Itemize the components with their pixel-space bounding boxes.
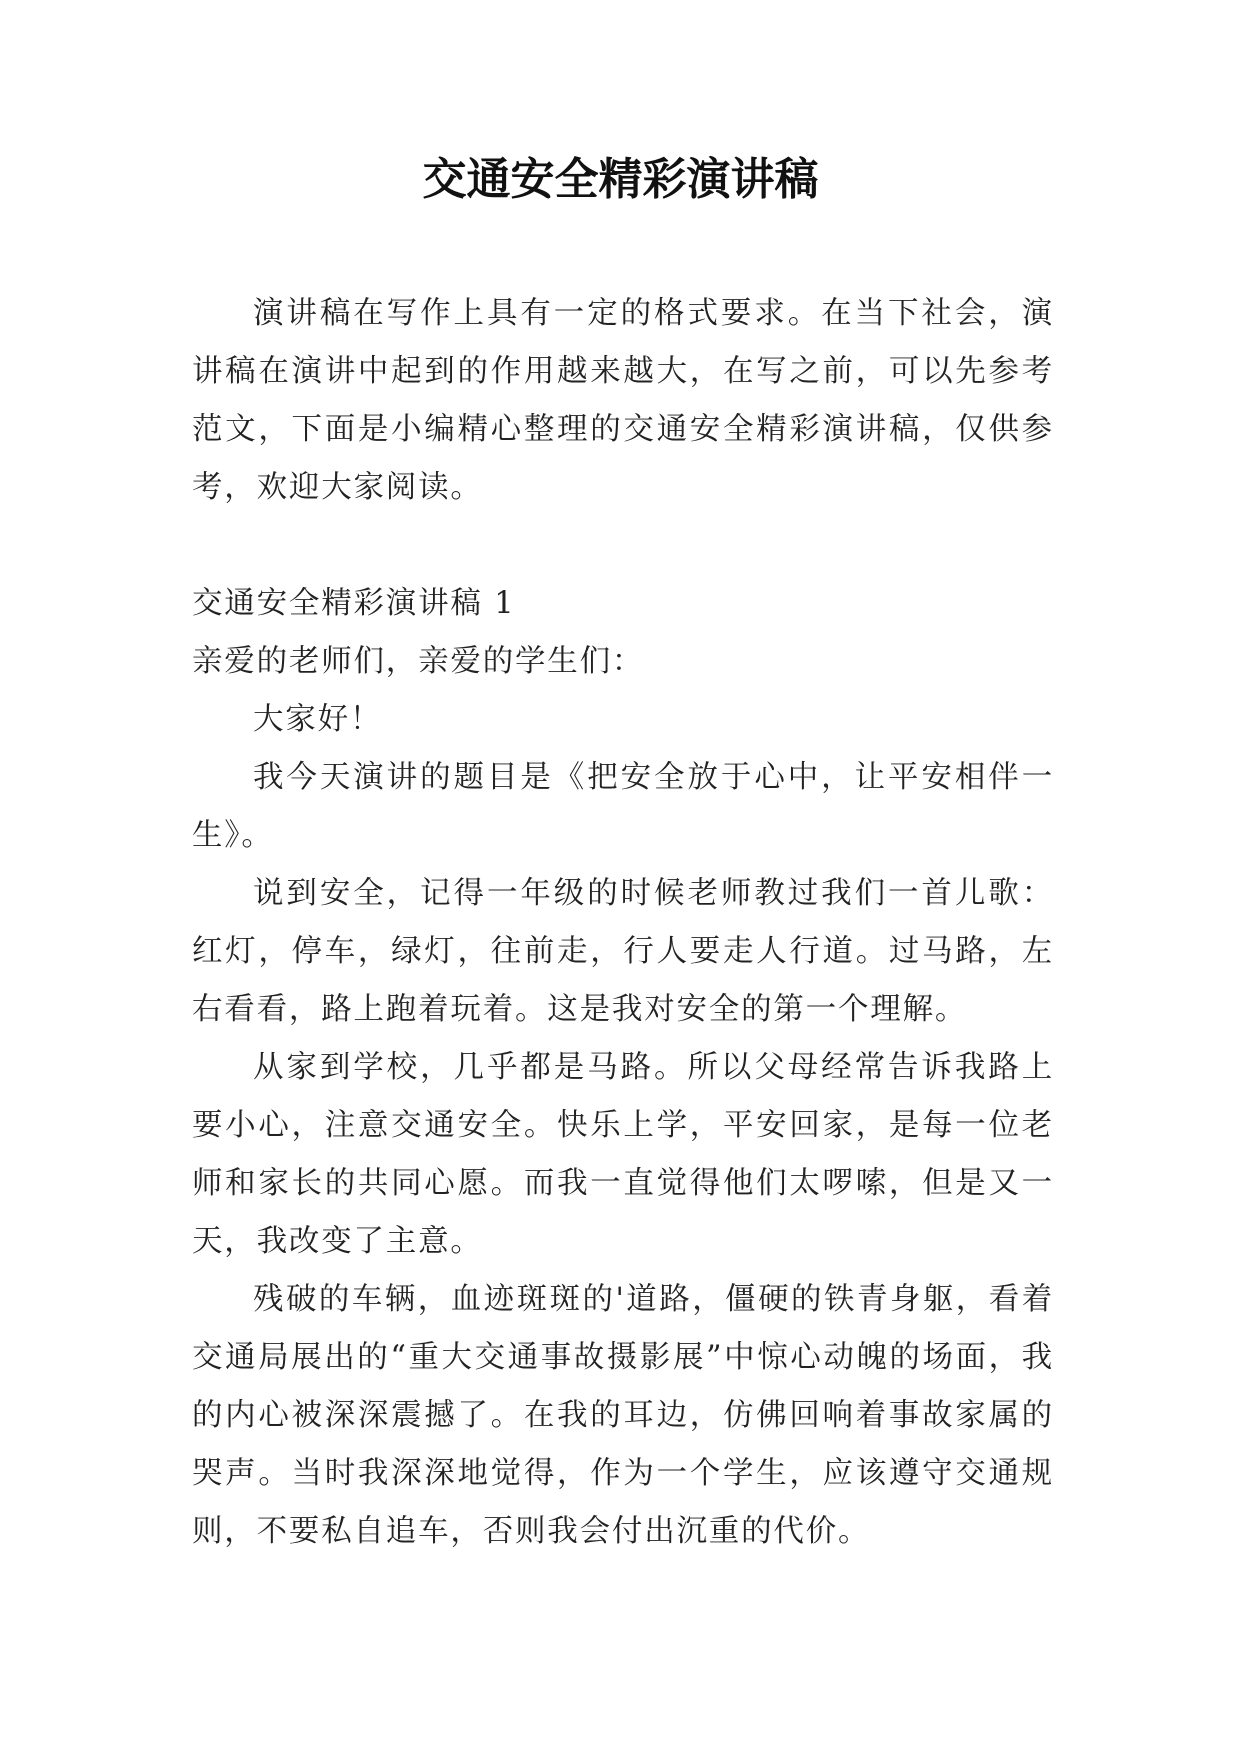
body-paragraph: 说到安全，记得一年级的时候老师教过我们一首儿歌：红灯，停车，绿灯，往前走，行人要走人行道。过马路，左右看看，路上跑着玩着。这是我对安全的第一个理解。	[192, 876, 1054, 1027]
body-paragraph: 从家到学校，几乎都是马路。所以父母经常告诉我路上要小心，注意交通安全。快乐上学，平安回家，是每一位老师和家长的共同心愿。而我一直觉得他们太啰嗦，但是又一天，我改变了主意。	[192, 1050, 1054, 1259]
body-paragraph: 残破的车辆，血迹斑斑的'道路，僵硬的铁青身躯，看着交通局展出的“重大交通事故摄影展”中惊心动魄的场面，我的内心被深深震撼了。在我的耳边，仿佛回响着事故家属的哭声。当时我深深地觉得，作为一个学生，应该遵守交通规则，不要私自追车，否则我会付出沉重的代价。	[192, 1282, 1054, 1549]
document-body	[192, 285, 1054, 1561]
salutation: 亲爱的老师们，亲爱的学生们：	[192, 644, 645, 679]
document-title: 交通安全精彩演讲稿	[422, 154, 819, 205]
body-paragraph: 大家好！	[253, 702, 383, 737]
intro-paragraph: 演讲稿在写作上具有一定的格式要求。在当下社会，演讲稿在演讲中起到的作用越来越大，在写之前，可以先参考范文，下面是小编精心整理的交通安全精彩演讲稿，仅供参考，欢迎大家阅读。	[192, 296, 1054, 505]
body-paragraph: 我今天演讲的题目是《把安全放于心中，让平安相伴一生》。	[192, 760, 1054, 853]
section-heading: 交通安全精彩演讲稿 1	[192, 586, 516, 621]
